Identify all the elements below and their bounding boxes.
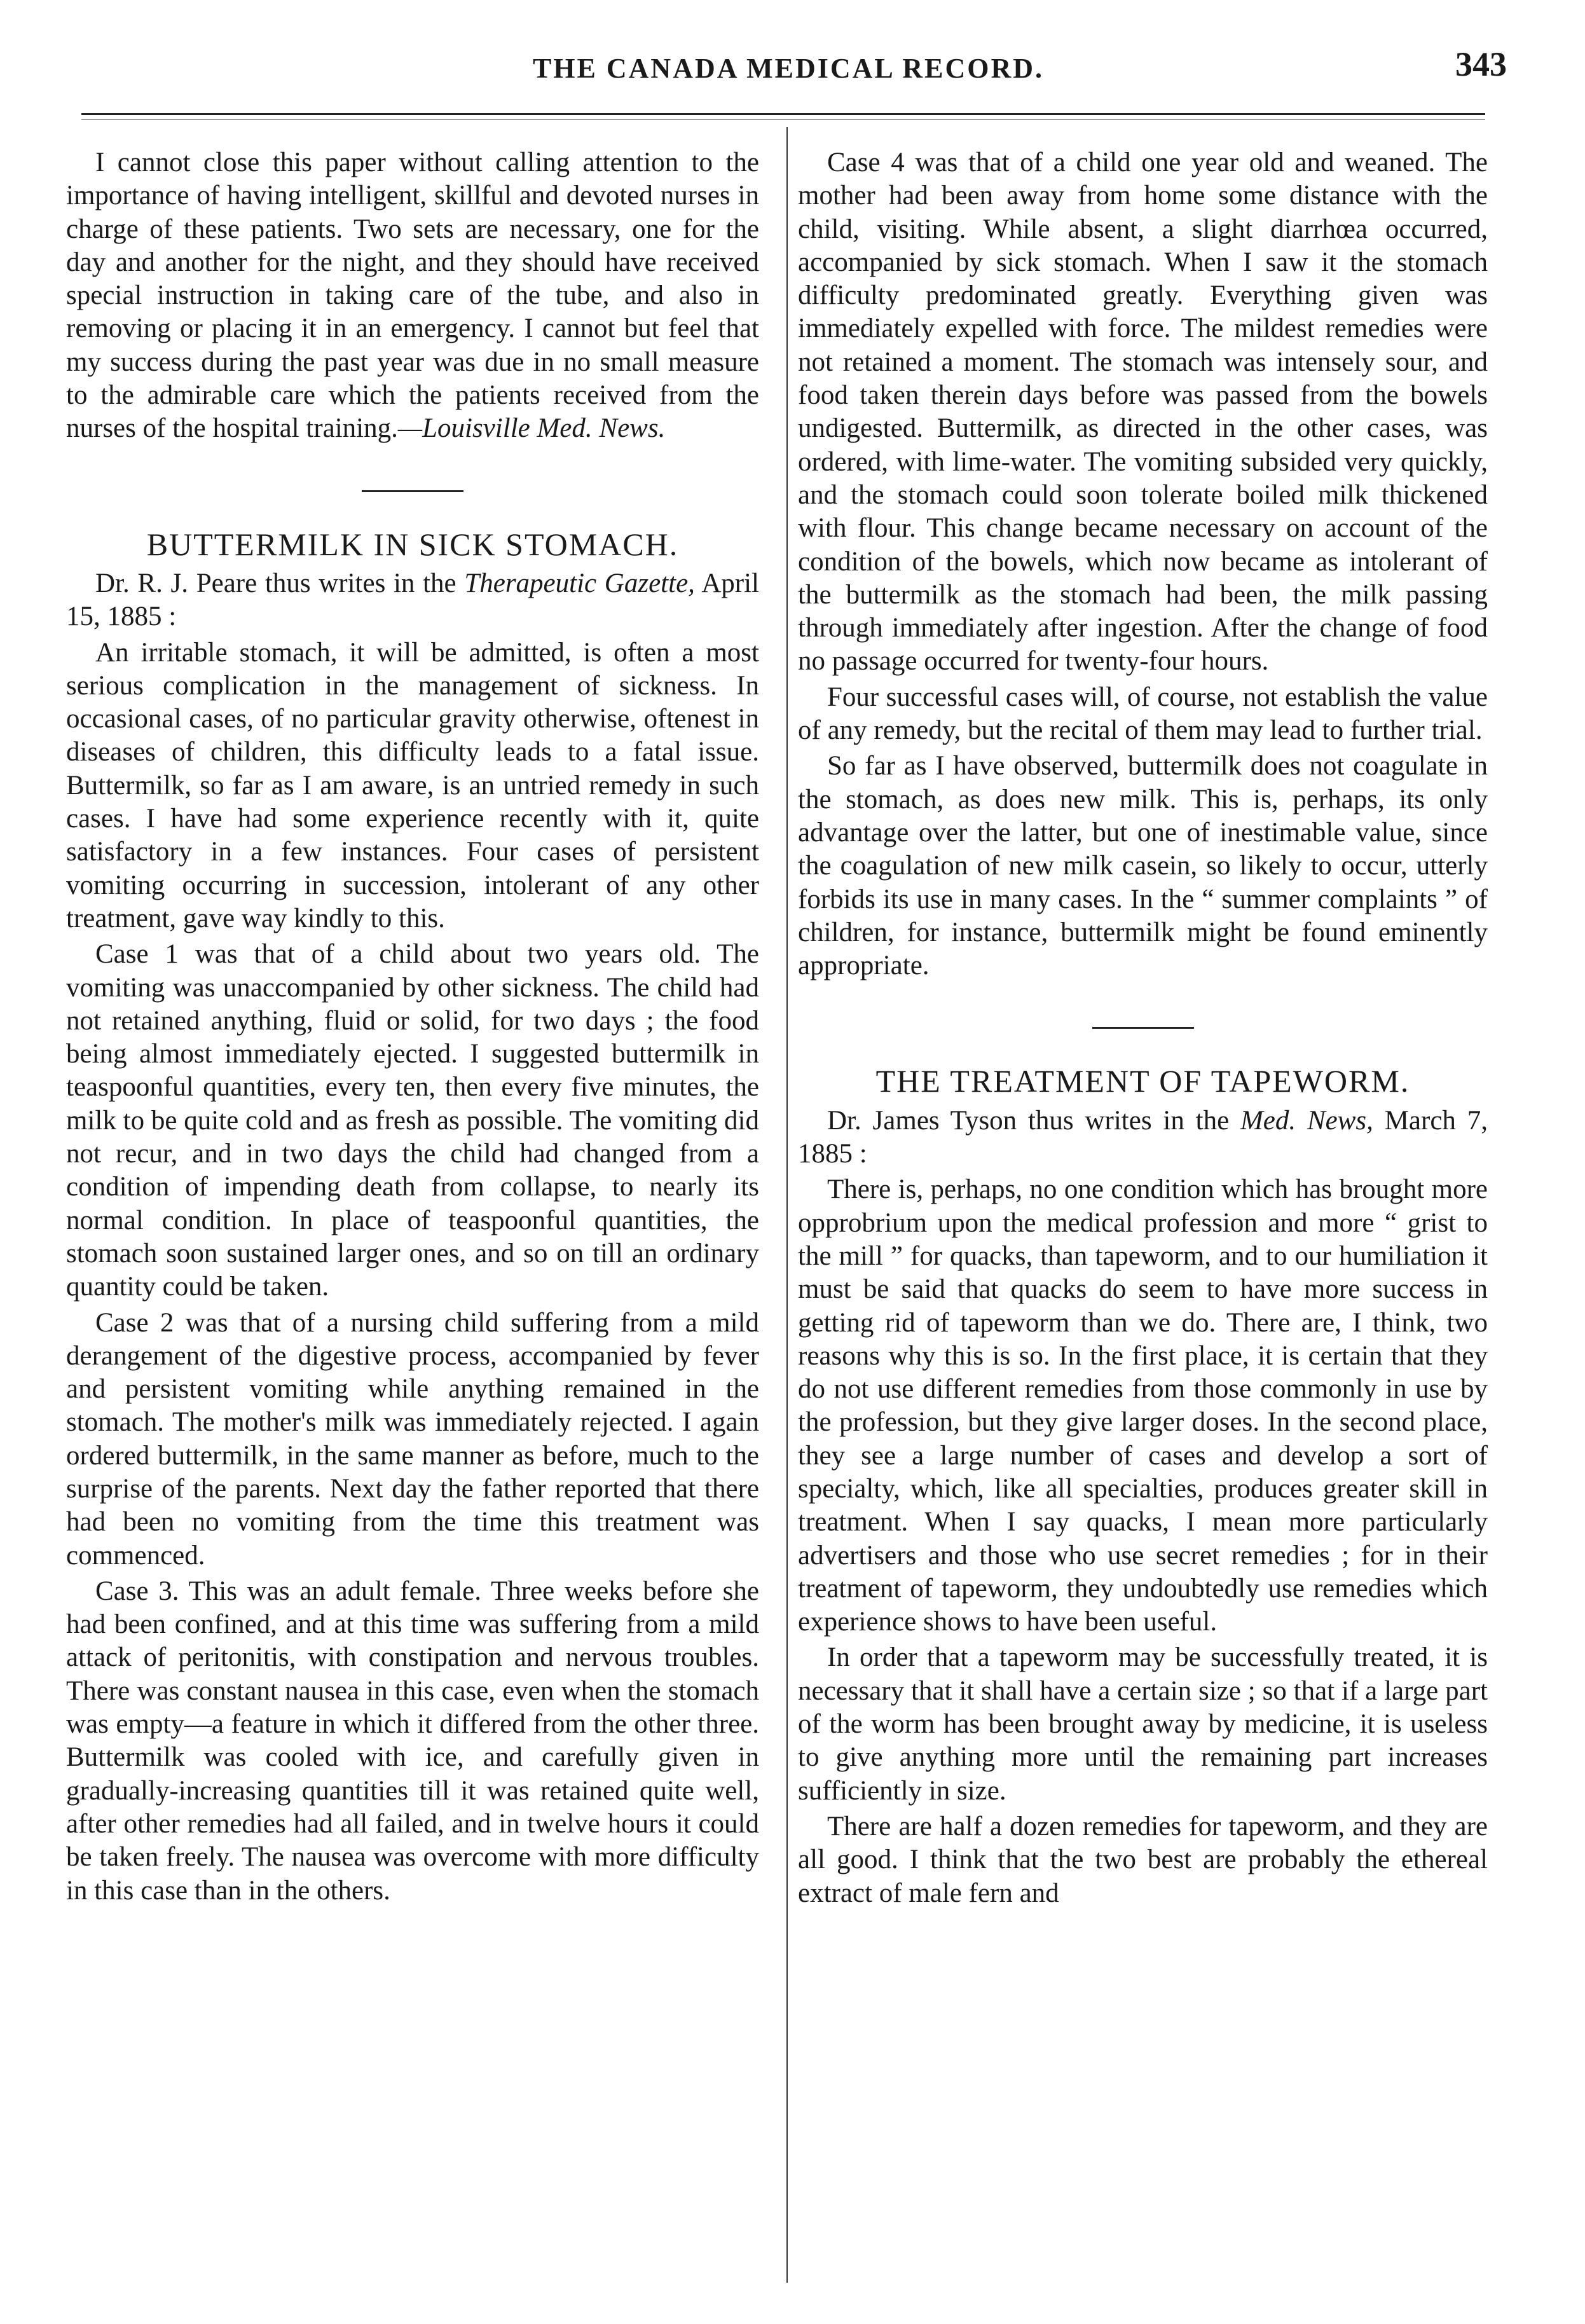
- byline-prefix: Dr. R. J. Peare thus writes in the: [95, 568, 465, 598]
- article-heading-tapeworm: THE TREATMENT OF TAPEWORM.: [875, 1063, 1410, 1099]
- article-paragraph: Four successful cases will, of course, not establish the value of any remedy, but the recital of them may lead to further trial.: [798, 682, 1488, 746]
- left-column: [66, 146, 759, 1910]
- article-paragraph: Case 2 was that of a nursing child suffering from a mild derangement of the digestive process, accompanied by fever and persistent vomiting while anything remained in the stomach. The mother's milk was immediately rejected. I again ordered buttermilk, in the same manner as before, much to the surprise of the parents. Next day the father reported that there had been no vomiting from the time this treatment was commenced.: [66, 1307, 759, 1571]
- article-heading-buttermilk: BUTTERMILK IN SICK STOMACH.: [146, 526, 679, 562]
- article-byline: [66, 567, 759, 634]
- section-separator: [1092, 1027, 1194, 1029]
- closing-citation: —Louisville Med. News.: [397, 413, 666, 444]
- closing-paragraph-text: I cannot close this paper without calling attention to the importance of having intelligent, skillful and devoted nurses in charge of these patients. Two sets are necessary, one for the day and another for the night, and they should have received special instruction in taking care of the tube, and also in removing or placing it in an emergency. I cannot but feel that my success during the past year was due in no small measure to the admirable care which the patients received from the nurses of the hospital training.: [66, 148, 759, 444]
- article-byline: [798, 1104, 1488, 1171]
- article-paragraph: An irritable stomach, it will be admitted, is often a most serious complication in the management of sickness. In occasional cases, of no particular gravity otherwise, oftenest in diseases of children, this difficulty leads to a fatal issue. Buttermilk, so far as I am aware, is an untried remedy in such cases. I have had some experience recently with it, quite satisfactory in a few instances. Four cases of persistent vomiting occurring in succession, intolerant of any other treatment, gave way kindly to this.: [66, 637, 759, 933]
- running-head: [64, 45, 1513, 102]
- byline-journal: Med. News,: [1240, 1105, 1373, 1136]
- byline-journal: Therapeutic Gazette,: [464, 568, 695, 598]
- article-paragraph: In order that a tapeworm may be successfully treated, it is necessary that it shall have a certain size ; so that if a large part of the worm has been brought away by medicine, it is useless to give anything more until the remaining part increases sufficiently in size.: [798, 1642, 1488, 1806]
- article-paragraph: So far as I have observed, buttermilk does not coagulate in the stomach, as does new milk. This is, perhaps, its only advantage over the latter, but one of inestimable value, since the coagulation of new milk casein, so likely to occur, utterly forbids its use in many cases. In the “ summer complaints ” of children, for instance, buttermilk might be found eminently appropriate.: [798, 751, 1488, 981]
- byline-date: March 7, 1885 :: [798, 1105, 1488, 1169]
- running-title: THE CANADA MEDICAL RECORD.: [532, 53, 1045, 84]
- closing-paragraph: [66, 146, 759, 446]
- byline-date: April 15, 1885 :: [66, 568, 759, 632]
- article-paragraph: Case 3. This was an adult female. Three weeks before she had been confined, and at this time was suffering from a mild attack of peritonitis, with constipation and nervous troubles. There was constant nausea in this case, even when the stomach was empty—a feature in which it differed from the other three. Buttermilk was cooled with ice, and carefully given in gradually-increasing quantities till it was retained quite well, after other remedies had all failed, and in twelve hours it could be taken freely. The nausea was overcome with more difficulty in this case than in the others.: [66, 1576, 759, 1906]
- section-separator: [362, 490, 463, 492]
- article-paragraph: There are half a dozen remedies for tapeworm, and they are all good. I think that the two best are probably the ethereal extract of male fern and: [798, 1811, 1488, 1908]
- article-paragraph: Case 1 was that of a child about two years old. The vomiting was unaccompanied by other sickness. The child had not retained anything, fluid or solid, for two days ; the food being almost immediately ejected. I suggested buttermilk in teaspoonful quantities, every ten, then every five minutes, the milk to be quite cold and as fresh as possible. The vomiting did not recur, and in two days the child had changed from a condition of impending death from collapse, to nearly its normal condition. In place of teaspoonful quantities, the stomach soon sustained larger ones, and so on till an ordinary quantity could be taken.: [66, 939, 759, 1302]
- page-number: 343: [1455, 45, 1507, 83]
- byline-prefix: Dr. James Tyson thus writes in the: [827, 1105, 1240, 1136]
- article-paragraph: There is, perhaps, no one condition which has brought more opprobrium upon the medical profession and more “ grist to the mill ” for quacks, than tapeworm, and to our humiliation it must be said that quacks do seem to have more success in getting rid of tapeworm than we do. There are, I think, two reasons why this is so. In the first place, it is certain that they do not use different remedies from those commonly in use by the profession, but they give larger doses. In the second place, they see a large number of cases and develop a sort of specialty, which, like all specialties, produces greater skill in treatment. When I say quacks, I mean more particularly advertisers and those who use secret remedies ; for in their treatment of tapeworm, they undoubtedly use remedies which experience shows to have been useful.: [798, 1174, 1488, 1637]
- right-column: [798, 146, 1488, 1913]
- article-paragraph: Case 4 was that of a child one year old and weaned. The mother had been away from home some distance with the child, visiting. While absent, a slight diarrhœa occurred, accompanied by sick stomach. When I saw it the stomach difficulty predominated greatly. Everything given was immediately expelled with force. The mildest remedies were not retained a moment. The stomach was intensely sour, and food taken therein days before was passed from the bowels undigested. Buttermilk, as directed in the other cases, was ordered, with lime-water. The vomiting subsided very quickly, and the stomach could soon tolerate boiled milk thickened with flour. This change became necessary on account of the condition of the bowels, which now became as intolerant of the buttermilk as the stomach had been, the milk passing through immediately after ingestion. After the change of food no passage occurred for twenty-four hours.: [798, 148, 1488, 677]
- header-rule: [81, 113, 1485, 115]
- column-divider: [786, 127, 788, 2283]
